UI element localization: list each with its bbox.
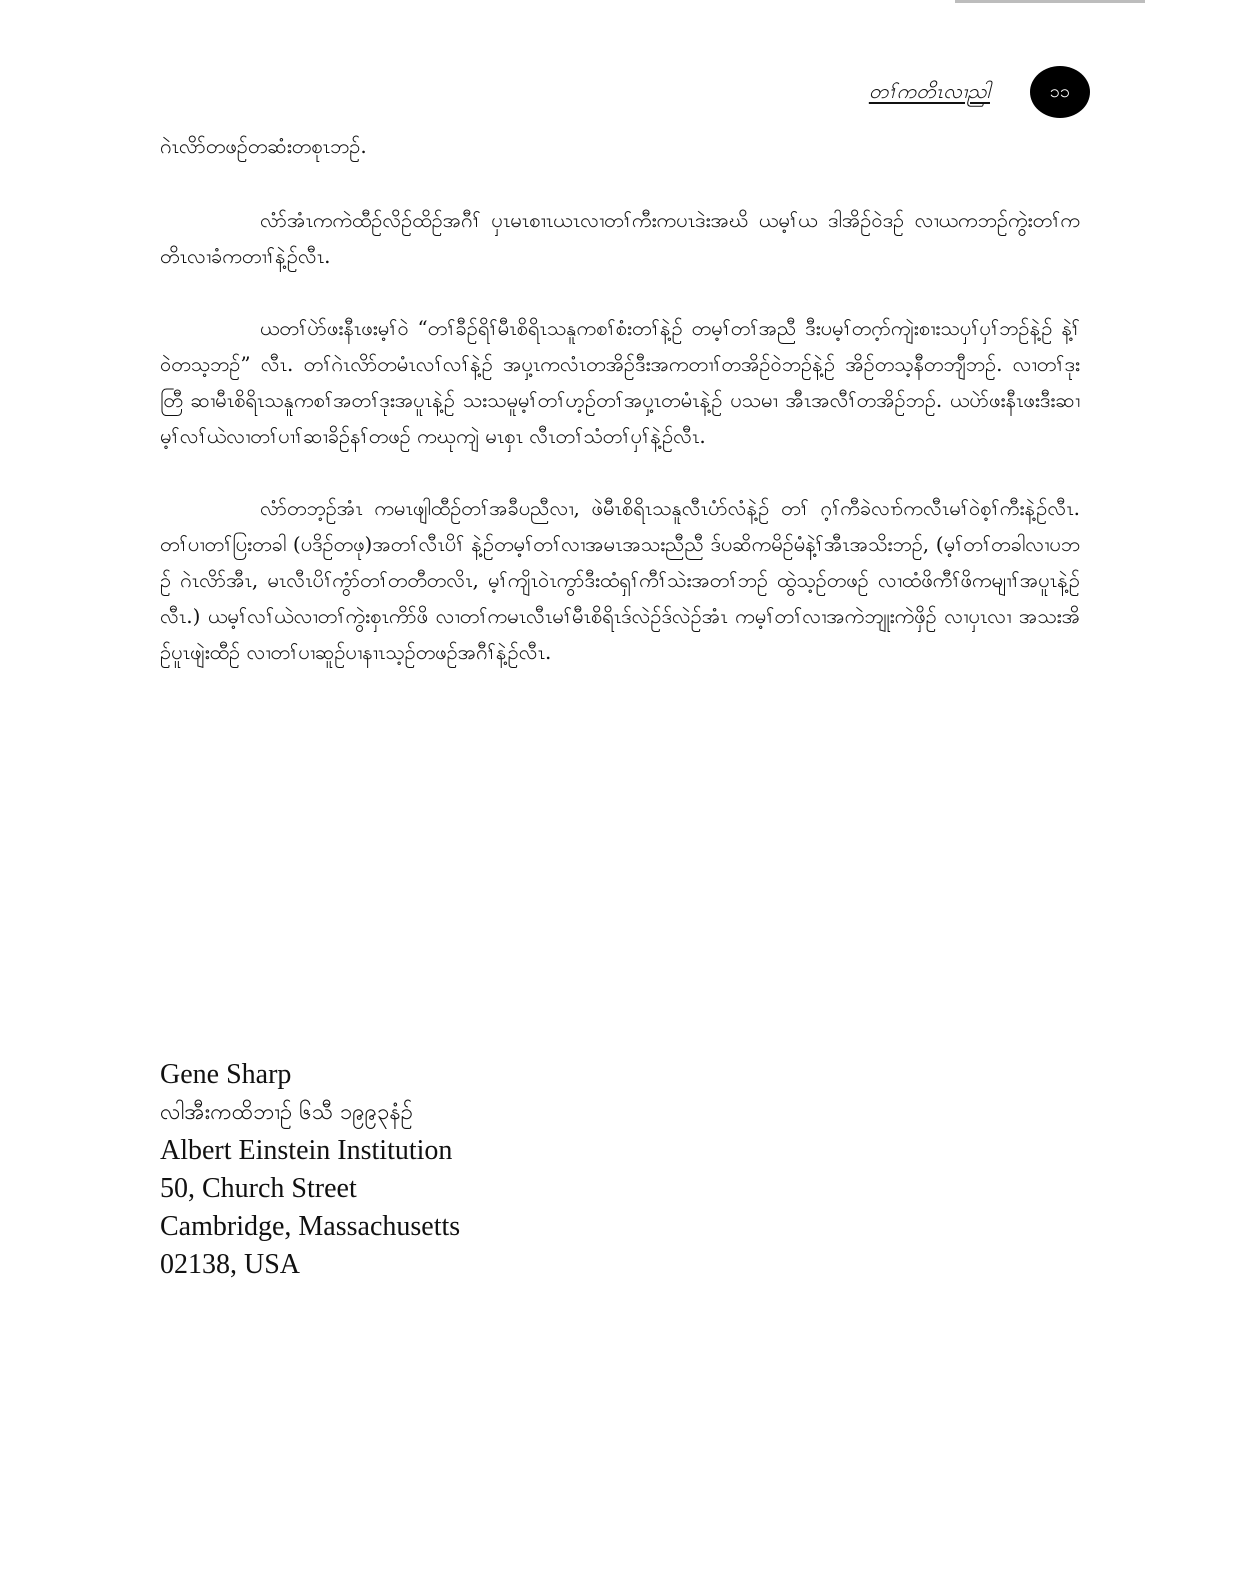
page-number-badge: ၁၁ [1030,66,1090,118]
postal-address: 02138, USA [160,1249,301,1280]
paragraph-2: လံာ်အံၤကကဲထီဉ်လိဉ်ထိဉ်အဂီၢ် ပှၤမၤစၢၤယၤလၢတၢ်ကီးကပၤဒဲးအဃိ ယမ့ၢ်ယ ဒါအိဉ်ဝဲဒဉ် လၢယကဘဉ်ကွဲးတၢ်ကတိၤလၢခံကတၢၢ်နဲ့ဉ်လီၤ. [160,208,1080,268]
paragraph-3: ယတၢ်ပဲာ်ဖးနီၤဖးမ့ၢ်ဝဲ “တၢ်ခီဉ်ရိၢ်မီၤစိရိၤသနူကစၢ်စံးတၢ်နဲ့ဉ် တမ့ၢ်တၢ်အညီ ဒီးပမ့ၢ်တဂ့ာ်ကျဲးစၢးသပှၢ်ပှၢ်ဘဉ်နဲ့ဉ် နဲ့ၢ်ဝဲတသ့ဘဉ်” လီၤ. တၢ်ဂဲၤလိာ်တမံၤလၢ်လၢ်နဲ့ဉ် အပှ့ၤကလံၤတအိဉ်ဒီးအကတၢၢ်တအိဉ်ဝဲဘဉ်နဲ့ဉ် အိဉ်တသ့နီတဘျီဘဉ်. လၢတၢ်ဒုးတြီ ဆၢမီၤစိရိၤသနူကစၢ်အတၢ်ဒုးအပူၤနဲ့ဉ် သးသမူမ့ၢ်တၢ်ဟ့ဉ်တၢ်အပှ့ၤတမံၤနဲ့ဉ် ပသမၢ အီၤအလီၢ်တအိဉ်ဘဉ်. ယပဲာ်ဖးနီၤဖးဒီးဆၢမ့ၢ်လၢ်ယဲလၢတၢ်ပၢၢ်ဆၢခိဉ်နၢ်တဖဉ် ကဃုကျဲ မၤစှၤ လီၤတၢ်သံတၢ်ပှၢ်နဲ့ဉ်လီၤ. [160,316,1080,448]
paragraph-4: လံာ်တဘ့ဉ်အံၤ ကမၤဖျါထီဉ်တၢ်အခီပညီလၢ, ဖဲမီၤစိရိၤသနူလီၤပံာ်လံနဲ့ဉ် တၢ် ဂ့ၢ်ကီခဲလၢာ်ကလီၤမၢ်ဝဲစ့ၢ်ကီးနဲ့ဉ်လီၤ. တၢ်ပၢတၢ်ပြးတခါ (ပဒိဉ်တဖု)အတၢ်လီၤပိၢ် နဲ့ဉ်တမ့ၢ်တၢ်လၢအမၤအသးညီညီ ဒ်ပဆိကမိဉ်မံနဲ့ၢ်အီၤအသိးဘဉ်, (မ့ၢ်တၢ်တခါလၢပဘဉ် ဂဲၤလိာ်အီၤ, မၤလီၤပိၢ်ကွံာ်တၢ်တတီတလိၤ, မ့ၢ်ကျိၤဝဲၤကွာ်ဒီးထံရှၢ်ကီၢ်သဲးအတၢ်ဘဉ် ထွဲသ့ဉ်တဖဉ် လၢထံဖိကီၢ်ဖိကမျၢၢ်အပူၤနဲ့ဉ်လီၤ.) ယမ့ၢ်လၢ်ယဲလၢတၢ်ကွဲးစှၤကိာ်ဖိ လၢတၢ်ကမၤလီၤမၢ်မီၤစိရိၤဒ်လဲဉ်ဒ်လဲဉ်အံၤ ကမ့ၢ်တၢ်လၢအကဲဘျုးကဲဖှိဉ် လၢပှၤလၢ အသးအိဉ်ပူၤဖျဲးထီဉ် လၢတၢ်ပၢဆူဉ်ပၢနၢၤသ့ဉ်တဖဉ်အဂီၢ်နဲ့ဉ်လီၤ. [160,496,1080,664]
signature-block [160,1056,720,1284]
paragraph-1: ဂဲၤလိာ်တဖဉ်တဆံးတစုၤဘဉ်. [160,134,367,158]
running-title: တၢ်ကတိၤလၢညါ [868,79,990,103]
body-text [160,128,1080,706]
street-address: 50, Church Street [160,1173,357,1204]
city-address: Cambridge, Massachusetts [160,1211,461,1242]
institution-name: Albert Einstein Institution [160,1135,453,1166]
author-name: Gene Sharp [160,1059,292,1090]
signature-date: လါအီးကထိဘၢဉ် ၆သီ ၁၉၉၃နံဉ် [160,1100,413,1125]
page-header [800,66,1100,126]
top-rule [955,0,1145,3]
